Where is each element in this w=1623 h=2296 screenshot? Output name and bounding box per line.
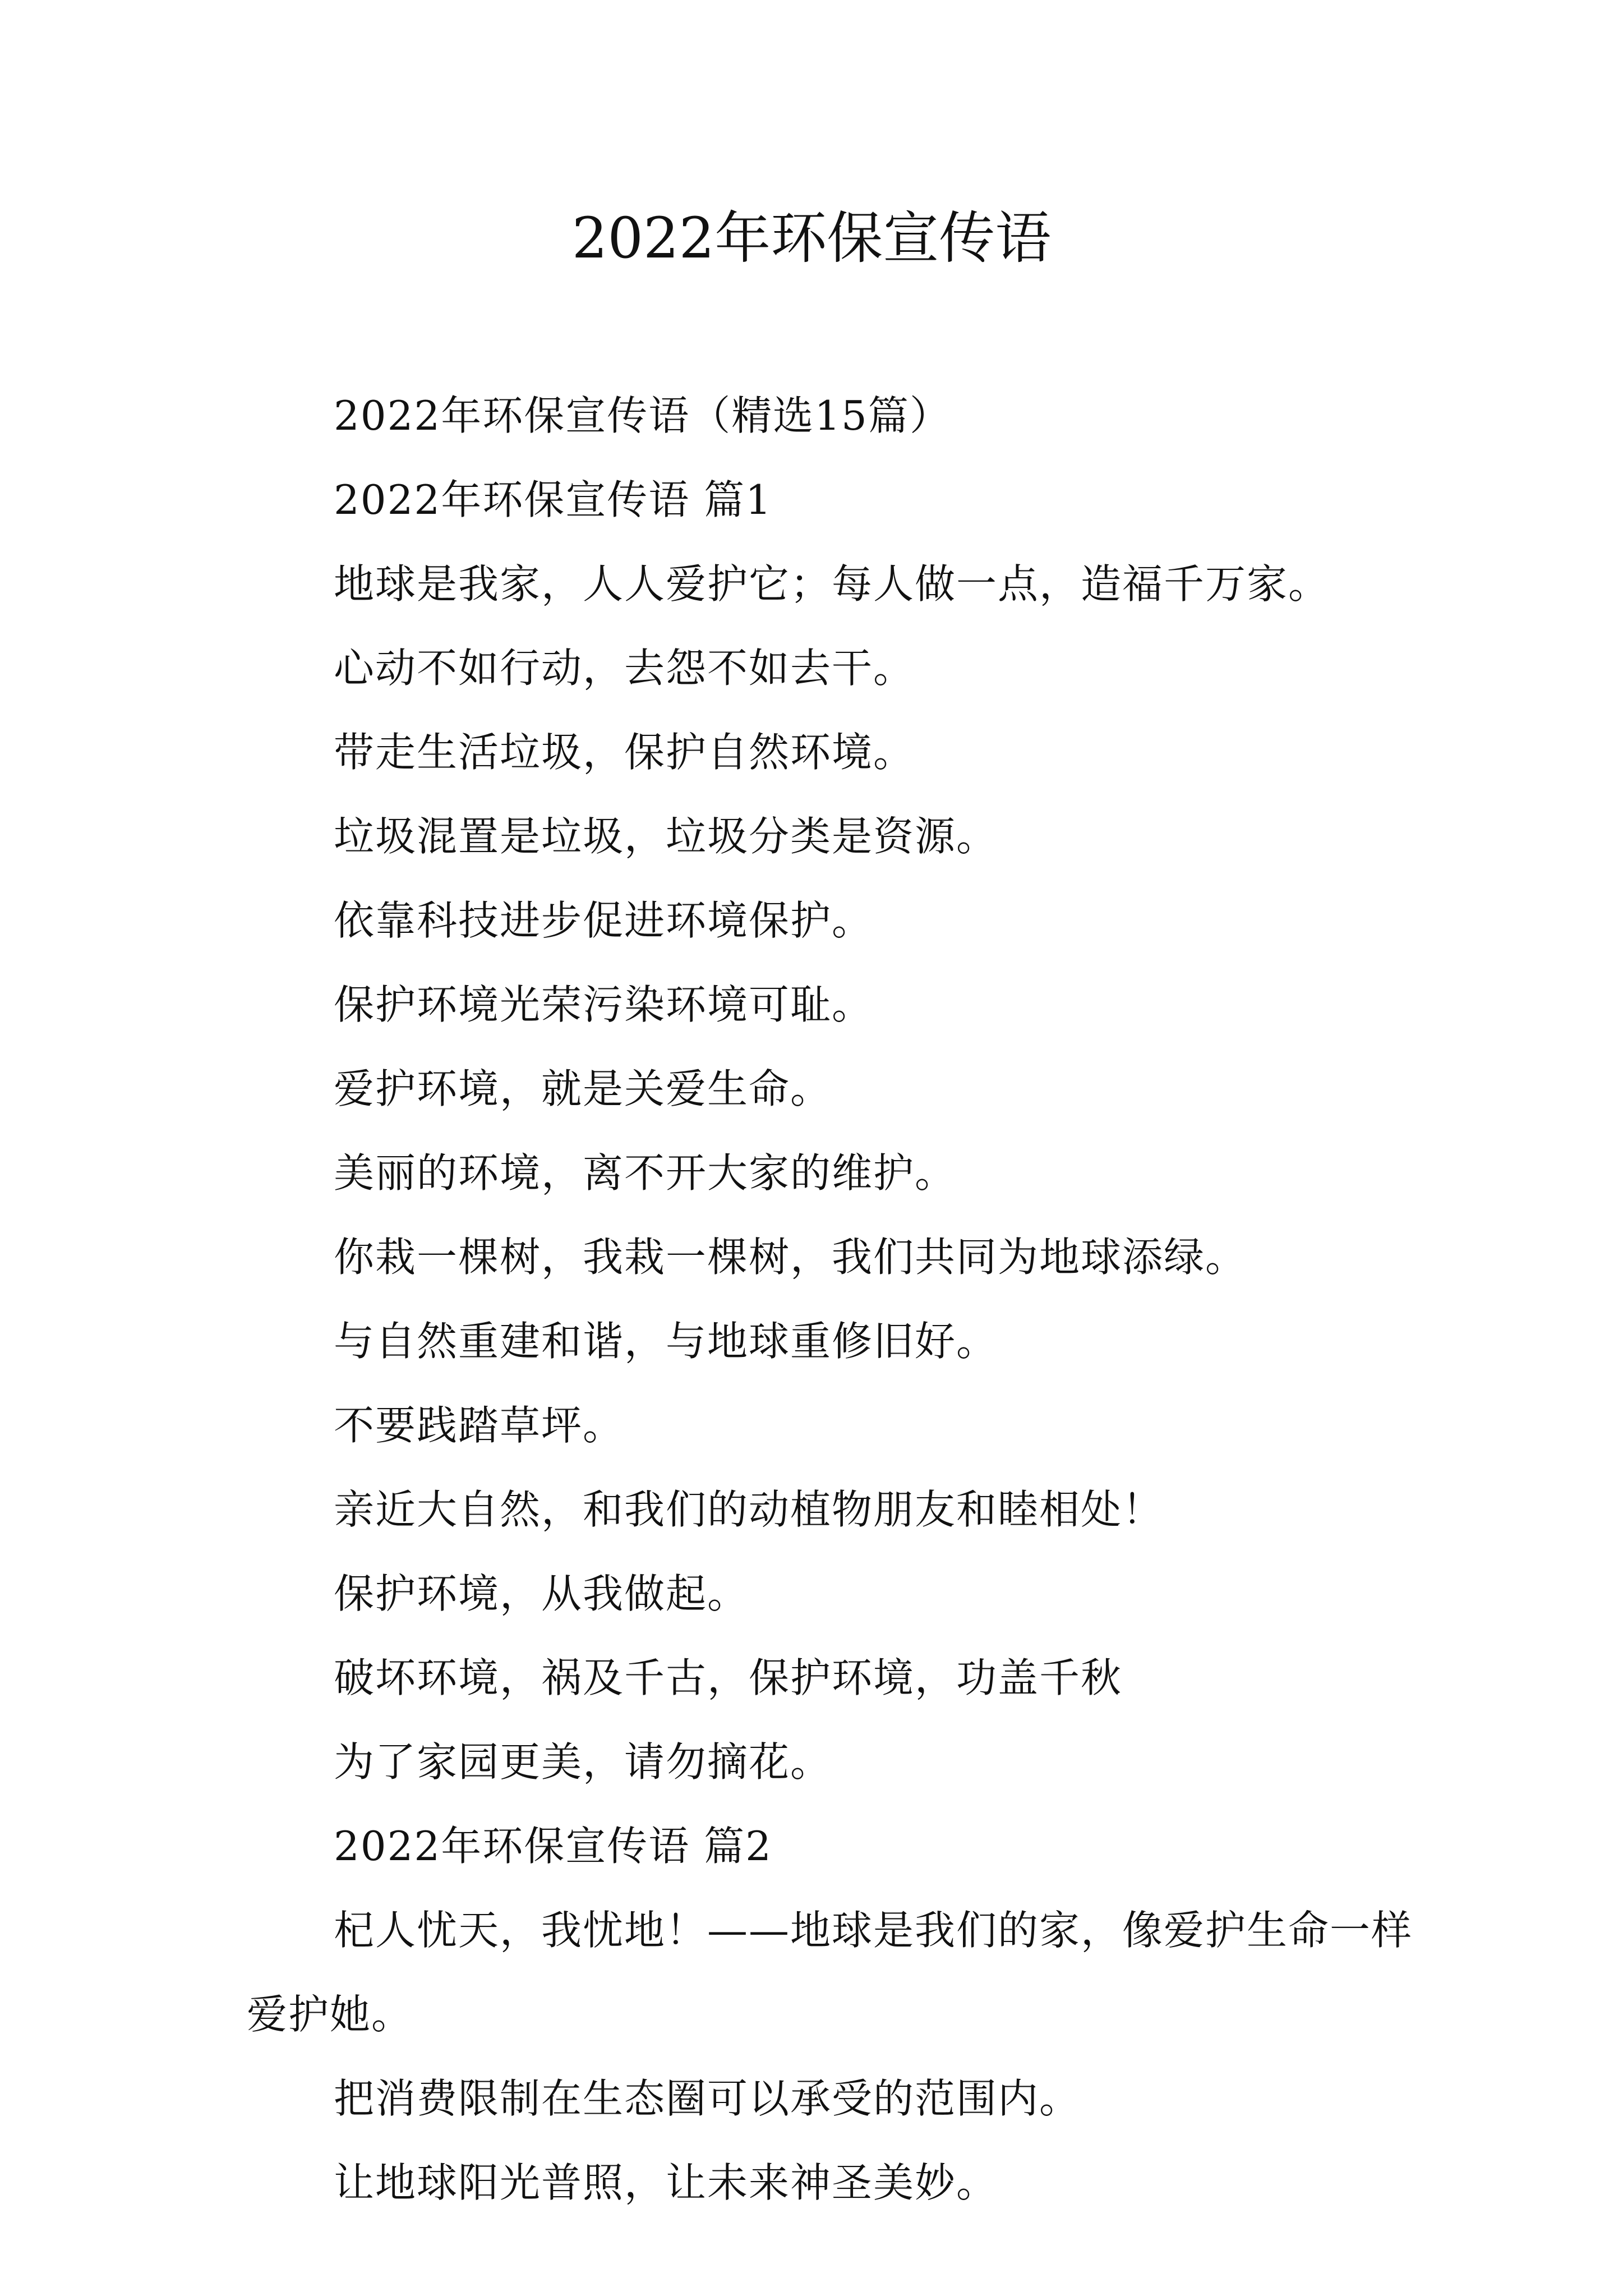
paragraph: 破坏环境，祸及千古，保护环境，功盖千秋 xyxy=(334,1654,1123,1701)
paragraph: 依靠科技进步促进环境保护。 xyxy=(334,897,874,944)
paragraph: 让地球阳光普照，让未来神圣美妙。 xyxy=(334,2159,998,2206)
section-heading-1: 2022年环保宣传语 篇1 xyxy=(334,476,772,523)
paragraph: 保护环境光荣污染环境可耻。 xyxy=(334,981,874,1028)
paragraph: 把消费限制在生态圈可以承受的范围内。 xyxy=(334,2075,1081,2122)
paragraph-subtitle: 2022年环保宣传语（精选15篇） xyxy=(334,392,951,439)
paragraph-wrapped: 杞人忧天，我忧地！——地球是我们的家，像爱护生命一样爱护她。 xyxy=(247,1907,1413,2038)
section-heading-2: 2022年环保宣传语 篇2 xyxy=(334,1823,772,1870)
paragraph: 美丽的环境，离不开大家的维护。 xyxy=(334,1149,957,1197)
paragraph: 你栽一棵树，我栽一棵树，我们共同为地球添绿。 xyxy=(334,1234,1247,1281)
paragraph: 带走生活垃圾，保护自然环境。 xyxy=(334,729,915,776)
paragraph: 心动不如行动，去怨不如去干。 xyxy=(334,645,915,692)
paragraph: 为了家园更美，请勿摘花。 xyxy=(334,1738,832,1786)
document-title: 2022年环保宣传语 xyxy=(571,205,1052,271)
paragraph: 保护环境，从我做起。 xyxy=(334,1570,749,1617)
document-body xyxy=(247,374,1430,2225)
paragraph: 与自然重建和谐，与地球重修旧好。 xyxy=(334,1318,998,1365)
paragraph: 亲近大自然，和我们的动植物朋友和睦相处！ xyxy=(334,1486,1164,1533)
paragraph: 不要践踏草坪。 xyxy=(334,1402,625,1449)
paragraph: 地球是我家，人人爱护它；每人做一点，造福千万家。 xyxy=(334,560,1330,608)
paragraph: 垃圾混置是垃圾，垃圾分类是资源。 xyxy=(334,813,998,860)
paragraph: 爱护环境，就是关爱生命。 xyxy=(334,1065,832,1112)
